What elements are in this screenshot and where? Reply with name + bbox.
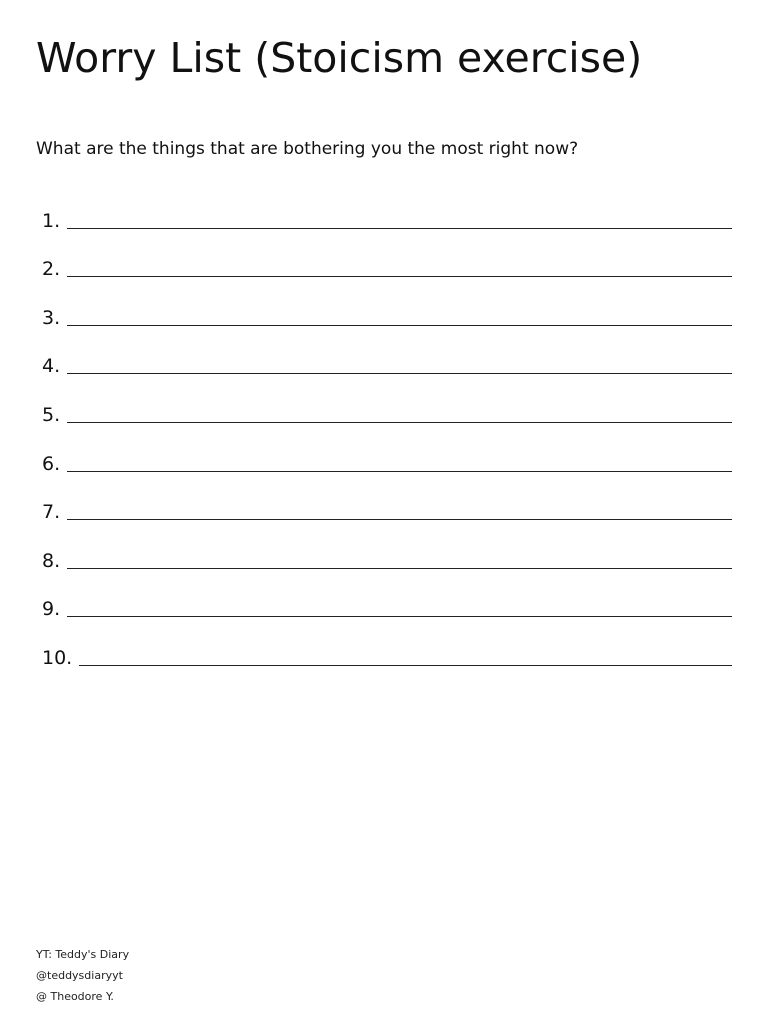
list-item <box>42 623 732 672</box>
answer-blank-line[interactable] <box>79 641 732 666</box>
answer-blank-line[interactable] <box>67 447 732 472</box>
list-item <box>42 478 732 527</box>
answer-blank-line[interactable] <box>67 495 732 520</box>
list-item-number: 7. <box>42 501 61 524</box>
list-item <box>42 332 732 381</box>
list-item-number: 4. <box>42 355 61 378</box>
answer-blank-line[interactable] <box>67 398 732 423</box>
list-item <box>42 429 732 478</box>
answer-blank-line[interactable] <box>67 301 732 326</box>
list-item <box>42 235 732 284</box>
list-item-number: 10. <box>42 646 73 669</box>
list-item-number: 5. <box>42 403 61 426</box>
list-item-number: 9. <box>42 598 61 621</box>
footer-credits <box>36 944 130 1003</box>
footer-social-handle: @teddysdiaryyt <box>36 969 123 982</box>
page-title: Worry List (Stoicism exercise) <box>36 34 643 82</box>
worry-prompt: What are the things that are bothering you the most right now? <box>36 139 579 159</box>
list-item <box>42 575 732 624</box>
list-item-number: 1. <box>42 209 61 232</box>
list-item <box>42 186 732 235</box>
list-item-number: 2. <box>42 258 61 281</box>
footer-youtube-credit: YT: Teddy's Diary <box>36 948 130 961</box>
answer-blank-line[interactable] <box>67 544 732 569</box>
list-item <box>42 283 732 332</box>
answer-blank-line[interactable] <box>67 349 732 374</box>
worry-list <box>42 186 732 672</box>
footer-copyright-partial: @ Theodore Y. <box>36 990 114 1003</box>
list-item-number: 8. <box>42 549 61 572</box>
answer-blank-line[interactable] <box>67 592 732 617</box>
list-item-number: 3. <box>42 306 61 329</box>
list-item <box>42 526 732 575</box>
answer-blank-line[interactable] <box>67 204 732 229</box>
list-item-number: 6. <box>42 452 61 475</box>
answer-blank-line[interactable] <box>67 252 732 277</box>
list-item <box>42 380 732 429</box>
